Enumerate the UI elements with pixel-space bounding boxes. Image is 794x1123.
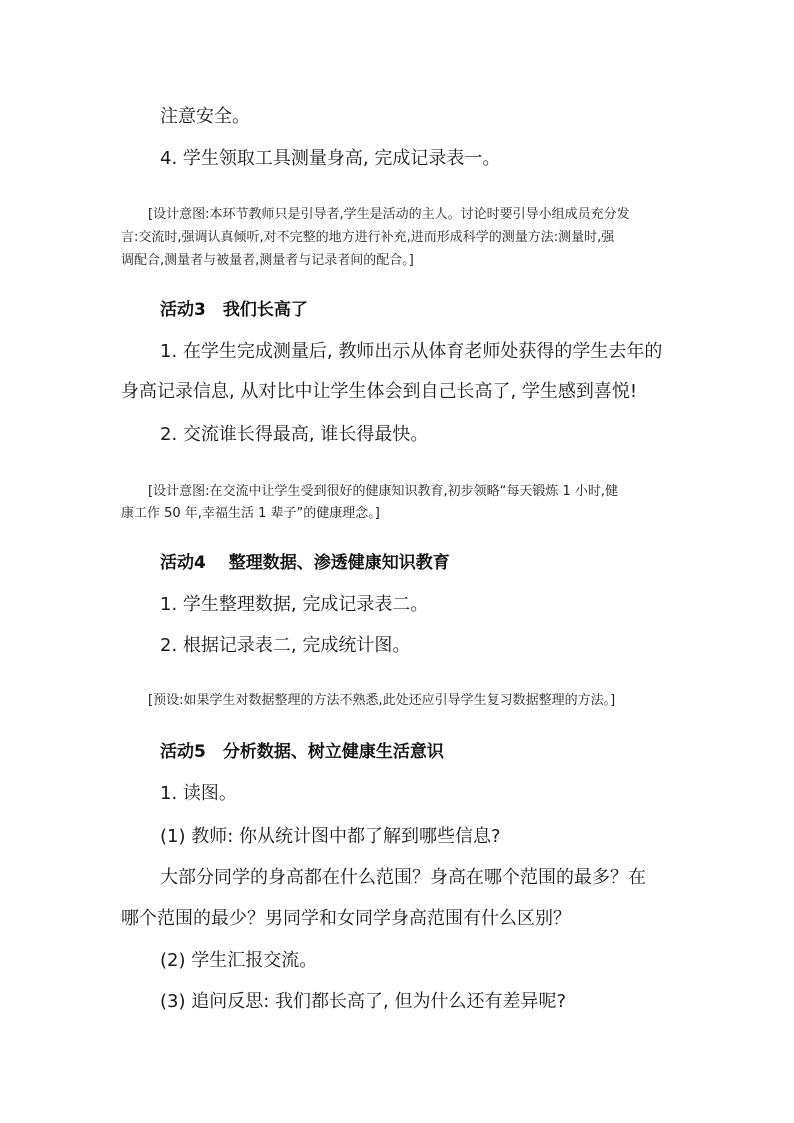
activity-3-heading: 活动3 我们长高了 [160,300,308,320]
paragraph-safety: 注意安全。 [160,106,250,127]
activity-5-paragraph-line-2: 哪个范围的最少？男同学和女同学身高范围有什么区别？ [121,908,571,929]
design-note-2-line-1: [设计意图:在交流中让学生受到很好的健康知识教育,初步领略“每天锻炼 1 小时,健 [148,484,618,499]
activity-5-item-1: 1. 读图。 [160,783,237,804]
activity-3-item-2: 2. 交流谁长得最高, 谁长得最快。 [160,424,429,445]
design-note-1-line-2: 言:交流时,强调认真倾听,对不完整的地方进行补充,进而形成科学的测量方法:测量时,强 [121,230,615,245]
preset-note-line-1: [预设:如果学生对数据整理的方法不熟悉,此处还应引导学生复习数据整理的方法。] [148,693,616,708]
activity-3-item-1-line-1: 1. 在学生完成测量后, 教师出示从体育老师处获得的学生去年的 [160,341,663,362]
activity-5-sub-2: (2) 学生汇报交流。 [160,950,318,971]
activity-5-sub-1: (1) 教师: 你从统计图中都了解到哪些信息? [160,826,501,847]
activity-5-heading: 活动5 分析数据、树立健康生活意识 [160,742,444,762]
activity-4-item-1: 1. 学生整理数据, 完成记录表二。 [160,594,429,615]
activity-4-item-2: 2. 根据记录表二, 完成统计图。 [160,635,411,656]
activity-5-sub-3: (3) 追问反思: 我们都长高了, 但为什么还有差异呢? [160,991,566,1012]
paragraph-item-4: 4. 学生领取工具测量身高, 完成记录表一。 [160,148,501,169]
design-note-1-line-3: 调配合,测量者与被量者,测量者与记录者间的配合。] [121,253,414,268]
design-note-1-line-1: [设计意图:本环节教师只是引导者,学生是活动的主人。讨论时要引导小组成员充分发 [148,207,630,222]
activity-4-heading: 活动4 整理数据、渗透健康知识教育 [160,553,450,573]
design-note-2-line-2: 康工作 50 年,幸福生活 1 辈子”的健康理念。] [121,506,380,521]
activity-3-item-1-line-2: 身高记录信息, 从对比中让学生体会到自己长高了, 学生感到喜悦! [121,381,638,402]
activity-5-paragraph-line-1: 大部分同学的身高都在什么范围？身高在哪个范围的最多？在 [160,867,646,888]
